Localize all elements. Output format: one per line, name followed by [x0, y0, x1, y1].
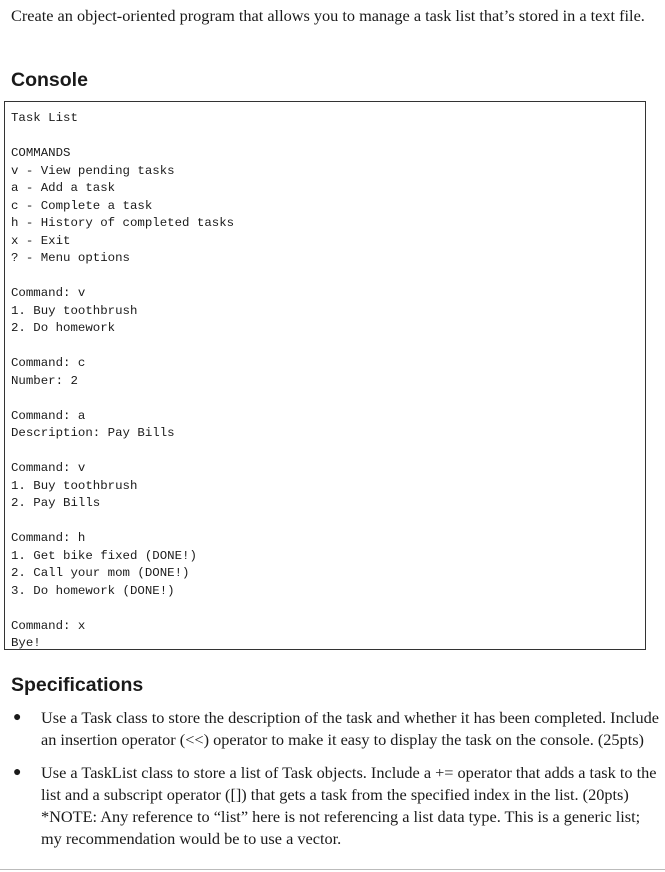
spec-text: Use a Task class to store the description of the task and whether it has been completed. Include an insertion operator (<<) operator to make it easy to display the task on the console. (25pts) — [41, 708, 659, 749]
console-line: a - Add a task — [11, 181, 116, 195]
console-line: 3. Do homework (DONE!) — [11, 583, 175, 598]
console-line: Command: c — [11, 356, 86, 370]
console-blank-line — [11, 513, 645, 531]
console-line: Command: x — [11, 618, 86, 633]
console-line: 1. Get bike fixed (DONE!) — [11, 548, 197, 563]
console-line: ? - Menu options — [11, 251, 130, 265]
console-line: 2. Call your mom (DONE!) — [11, 566, 190, 580]
console-output-box — [4, 101, 646, 650]
specifications-heading: Specifications — [11, 674, 144, 696]
console-line: Command: v — [11, 286, 86, 300]
bottom-divider — [0, 869, 665, 870]
specifications-list — [0, 707, 665, 861]
console-line: Task List — [11, 111, 78, 125]
console-line: c - Complete a task — [11, 198, 153, 213]
console-line: 1. Buy toothbrush — [11, 303, 138, 318]
bullet-icon: ● — [13, 765, 22, 780]
console-line: COMMANDS — [11, 146, 71, 160]
console-line: Description: Pay Bills — [11, 426, 175, 440]
console-line: Number: 2 — [11, 373, 78, 388]
console-line: 1. Buy toothbrush — [11, 478, 138, 493]
console-line: Command: h — [11, 531, 86, 545]
spec-text: Use a TaskList class to store a list of Task objects. Include a += operator that adds a task to the list and a subscript operator ([]) that gets a task from the specified index in the list. (20pts) *NOTE: Any reference to “list” here is not referencing a list data type. This is a generic list; my recommendation would be to use a vector. — [41, 763, 657, 848]
console-line: Bye! — [11, 636, 41, 650]
console-line: 2. Do homework — [11, 321, 116, 335]
console-blank-line — [11, 268, 645, 286]
console-blank-line — [11, 390, 645, 408]
console-line: h - History of completed tasks — [11, 216, 235, 230]
console-line: Command: v — [11, 461, 86, 475]
spec-item — [0, 707, 665, 751]
console-line: Command: a — [11, 408, 86, 423]
console-blank-line — [11, 443, 645, 461]
console-blank-line — [11, 600, 645, 618]
console-line: x - Exit — [11, 233, 71, 248]
console-line: 2. Pay Bills — [11, 496, 101, 510]
console-blank-line — [11, 338, 645, 356]
bullet-icon: ● — [13, 710, 22, 725]
spec-item — [0, 762, 665, 850]
console-line: v - View pending tasks — [11, 163, 175, 178]
console-heading: Console — [11, 69, 88, 91]
console-blank-line — [11, 128, 645, 146]
intro-paragraph: Create an object-oriented program that allows you to manage a task list that’s stored in a text file. — [11, 6, 645, 25]
